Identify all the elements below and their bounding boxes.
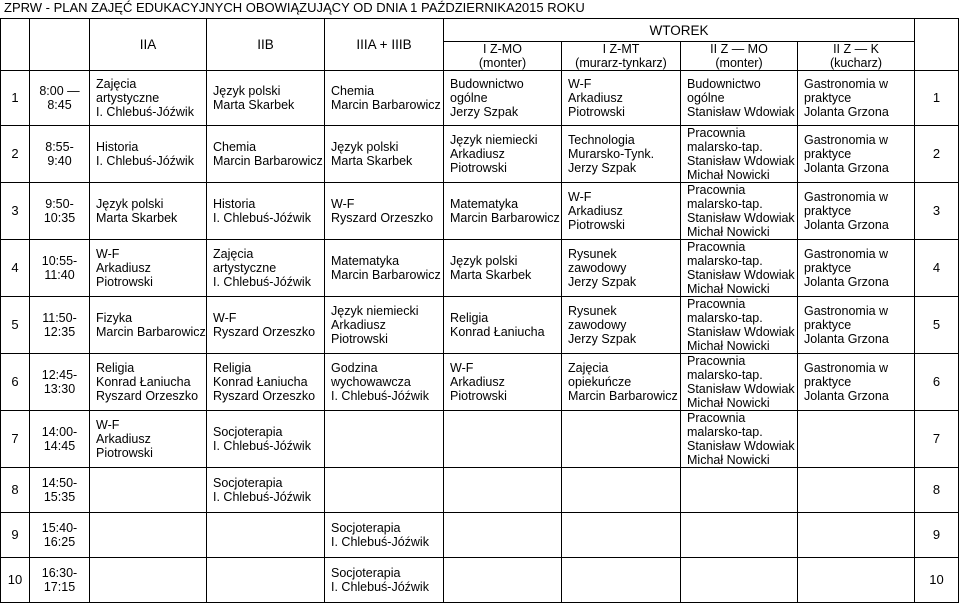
cell-IIZMO <box>681 513 798 558</box>
time-line: 11:50- <box>42 311 77 325</box>
header-IZMT-l2: (murarz-tynkarz) <box>575 56 667 70</box>
lesson-time <box>30 513 90 558</box>
header-IZMO <box>444 42 562 71</box>
cell-IIZK-line: praktyce <box>804 375 852 389</box>
header-IIZK-l1: II Z — K <box>833 42 879 56</box>
cell-IIIA <box>325 183 444 240</box>
time-line: 14:50- <box>41 476 78 490</box>
cell-IIB-line: Ryszard Orzeszko <box>213 325 316 339</box>
cell-IZMO <box>444 71 562 126</box>
header-IIZK <box>798 42 915 71</box>
lesson-number-right: 9 <box>915 513 959 558</box>
cell-IZMT-line: W-F <box>568 77 592 91</box>
cell-IIZMO <box>681 354 798 411</box>
cell-IIIA-line: I. Chlebuś-Jóźwik <box>331 535 429 549</box>
cell-IIB-line: I. Chlebuś-Jóźwik <box>213 211 311 225</box>
cell-IIZMO-line: Pracownia <box>687 240 746 254</box>
cell-IZMO <box>444 354 562 411</box>
lesson-number: 8 <box>1 468 30 513</box>
cell-IIA <box>90 126 207 183</box>
cell-IIIA-line: Język niemiecki <box>331 304 419 318</box>
cell-IIZK-line: Jolanta Grzona <box>804 218 889 232</box>
cell-IIZMO-line: Pracownia <box>687 297 746 311</box>
cell-IIZK <box>798 354 915 411</box>
cell-IIA <box>90 240 207 297</box>
table-row <box>1 411 959 468</box>
cell-IIZK <box>798 558 915 603</box>
time-line: 15:35 <box>43 490 76 504</box>
cell-IIZMO-line: Michał Nowicki <box>687 396 770 410</box>
time-line: 11:40 <box>44 268 75 282</box>
cell-IZMT <box>562 240 681 297</box>
cell-IZMO-line: Arkadiusz <box>450 375 505 389</box>
cell-IIA-line: Piotrowski <box>96 446 153 460</box>
cell-IIZMO-line: ogólne <box>687 91 725 105</box>
cell-IZMO-line: Jerzy Szpak <box>450 105 519 119</box>
time-line: 17:15 <box>43 580 76 594</box>
header-IZMO-l1: I Z-MO <box>483 42 522 56</box>
cell-IIZMO <box>681 468 798 513</box>
lesson-number: 9 <box>1 513 30 558</box>
cell-IIZK <box>798 71 915 126</box>
lesson-time <box>30 558 90 603</box>
header-IIB: IIB <box>207 19 325 71</box>
cell-IIZK-line: Gastronomia w <box>804 133 889 147</box>
cell-IIB-line: Zajęcia <box>213 247 254 261</box>
cell-IZMO <box>444 513 562 558</box>
cell-IIA-line: Zajęcia <box>96 77 137 91</box>
cell-IZMT-line: zawodowy <box>568 318 627 332</box>
cell-IIB <box>207 411 325 468</box>
table-row <box>1 183 959 240</box>
cell-IZMT-line: Murarsko-Tynk. <box>568 147 655 161</box>
cell-IZMT-line: Zajęcia <box>568 361 609 375</box>
cell-IIA-line: Religia <box>96 361 135 375</box>
cell-IZMT <box>562 297 681 354</box>
cell-IIA-line: Fizyka <box>96 311 133 325</box>
cell-IIB <box>207 354 325 411</box>
table-row <box>1 240 959 297</box>
cell-IZMO-line: Budownictwo <box>450 77 524 91</box>
cell-IIZMO-line: Michał Nowicki <box>687 453 770 467</box>
cell-IIA-line: I. Chlebuś-Jóźwik <box>96 154 194 168</box>
cell-IIZMO-line: malarsko-tap. <box>687 311 763 325</box>
cell-IIIA <box>325 558 444 603</box>
cell-IIB-line: Marcin Barbarowicz <box>213 154 323 168</box>
cell-IZMO-line: ogólne <box>450 91 488 105</box>
cell-IZMT <box>562 411 681 468</box>
cell-IZMO-line: W-F <box>450 361 474 375</box>
cell-IZMO-line: Język niemiecki <box>450 133 538 147</box>
cell-IIZMO-line: Pracownia <box>687 183 746 197</box>
cell-IIIA <box>325 411 444 468</box>
cell-IIB-line: Konrad Łaniucha <box>213 375 308 389</box>
time-line: 10:35 <box>43 211 76 225</box>
cell-IIZK <box>798 240 915 297</box>
cell-IZMO-line: Matematyka <box>450 197 519 211</box>
table-row <box>1 513 959 558</box>
cell-IIIA <box>325 513 444 558</box>
header-IZMO-l2: (monter) <box>478 56 527 70</box>
cell-IIIA-line: W-F <box>331 197 355 211</box>
lesson-number: 1 <box>1 71 30 126</box>
cell-IIB-line: W-F <box>213 311 237 325</box>
lesson-time <box>30 240 90 297</box>
cell-IIZK-line: praktyce <box>804 91 852 105</box>
lesson-number: 10 <box>1 558 30 603</box>
cell-IIB <box>207 558 325 603</box>
cell-IIIA-line: Matematyka <box>331 254 400 268</box>
time-line: 16:30- <box>41 566 78 580</box>
cell-IIA-line: artystyczne <box>96 91 160 105</box>
cell-IIIA-line: Marcin Barbarowicz <box>331 268 441 282</box>
cell-IIZMO-line: Stanisław Wdowiak <box>687 154 795 168</box>
cell-IIZK <box>798 126 915 183</box>
corner-num <box>1 19 30 71</box>
lesson-number-right: 8 <box>915 468 959 513</box>
header-IIZMO-l2: (monter) <box>715 56 763 70</box>
schedule-table-container <box>0 18 959 603</box>
cell-IZMT-line: opiekuńcze <box>568 375 632 389</box>
cell-IIZK-line: praktyce <box>804 261 852 275</box>
cell-IZMO <box>444 558 562 603</box>
cell-IZMO-line: Arkadiusz <box>450 147 505 161</box>
lesson-number-right: 1 <box>915 71 959 126</box>
cell-IIIA-line: Język polski <box>331 140 399 154</box>
lesson-number: 3 <box>1 183 30 240</box>
cell-IIZMO-line: Stanisław Wdowiak <box>687 268 795 282</box>
lesson-number: 7 <box>1 411 30 468</box>
lesson-time <box>30 71 90 126</box>
cell-IIA <box>90 411 207 468</box>
cell-IZMO <box>444 297 562 354</box>
lesson-number: 2 <box>1 126 30 183</box>
cell-IIZMO-line: Stanisław Wdowiak <box>687 105 795 119</box>
cell-IIIA-line: wychowawcza <box>331 375 411 389</box>
time-line: 10:55- <box>41 254 78 268</box>
table-row <box>1 468 959 513</box>
cell-IZMT <box>562 71 681 126</box>
cell-IIZK-line: Jolanta Grzona <box>804 389 889 403</box>
header-IIA: IIA <box>90 19 207 71</box>
cell-IIA-line: Arkadiusz <box>96 261 151 275</box>
cell-IIIA-line: Marta Skarbek <box>331 154 413 168</box>
lesson-number: 4 <box>1 240 30 297</box>
time-line: 13:30 <box>43 382 76 396</box>
cell-IIB <box>207 240 325 297</box>
cell-IZMO-line: Marcin Barbarowicz <box>450 211 560 225</box>
cell-IIZMO-line: malarsko-tap. <box>687 425 763 439</box>
cell-IIZMO <box>681 240 798 297</box>
cell-IZMO <box>444 183 562 240</box>
time-line: 14:45 <box>43 439 76 453</box>
cell-IIZMO-line: Michał Nowicki <box>687 168 770 182</box>
cell-IIZMO <box>681 183 798 240</box>
cell-IIIA-line: Socjoterapia <box>331 521 401 535</box>
cell-IIZMO-line: Michał Nowicki <box>687 225 770 239</box>
lesson-time <box>30 126 90 183</box>
cell-IZMO-line: Piotrowski <box>450 389 507 403</box>
lesson-number-right: 7 <box>915 411 959 468</box>
lesson-time <box>30 411 90 468</box>
time-line: 9:50- <box>45 197 74 211</box>
lesson-number-right: 3 <box>915 183 959 240</box>
cell-IZMT-line: Jerzy Szpak <box>568 275 637 289</box>
cell-IZMT-line: Piotrowski <box>568 218 625 232</box>
cell-IIZMO-line: malarsko-tap. <box>687 197 763 211</box>
cell-IZMT-line: Jerzy Szpak <box>568 161 637 175</box>
cell-IZMT <box>562 558 681 603</box>
table-row <box>1 558 959 603</box>
time-line: 9:40 <box>47 154 72 168</box>
cell-IIA <box>90 354 207 411</box>
cell-IZMT <box>562 468 681 513</box>
lesson-time <box>30 354 90 411</box>
cell-IIIA-line: Piotrowski <box>331 332 388 346</box>
cell-IIZK-line: praktyce <box>804 204 852 218</box>
cell-IZMT-line: Marcin Barbarowicz <box>568 389 678 403</box>
lesson-number-right: 10 <box>915 558 959 603</box>
cell-IIZMO <box>681 411 798 468</box>
cell-IIA-line: W-F <box>96 418 120 432</box>
cell-IIA-line: Arkadiusz <box>96 432 151 446</box>
cell-IIB <box>207 297 325 354</box>
cell-IZMT-line: Rysunek <box>568 304 617 318</box>
cell-IIZK-line: Gastronomia w <box>804 247 889 261</box>
time-line: 8:45 <box>47 98 72 112</box>
cell-IIZK-line: Jolanta Grzona <box>804 105 889 119</box>
cell-IIZK <box>798 411 915 468</box>
cell-IIA-line: Historia <box>96 140 139 154</box>
cell-IIIA-line: Arkadiusz <box>331 318 386 332</box>
cell-IIIA <box>325 297 444 354</box>
schedule-table <box>0 18 959 603</box>
cell-IIIA-line: Marcin Barbarowicz <box>331 98 441 112</box>
corner-right <box>915 19 959 71</box>
cell-IZMT <box>562 183 681 240</box>
cell-IIZMO-line: Michał Nowicki <box>687 282 770 296</box>
cell-IIZK <box>798 468 915 513</box>
cell-IIZMO-line: malarsko-tap. <box>687 140 763 154</box>
header-IIZMO <box>681 42 798 71</box>
header-IZMT <box>562 42 681 71</box>
cell-IIB <box>207 126 325 183</box>
time-line: 12:45- <box>41 368 78 382</box>
cell-IZMT-line: Jerzy Szpak <box>568 332 637 346</box>
cell-IIZMO-line: Stanisław Wdowiak <box>687 439 795 453</box>
cell-IZMT-line: W-F <box>568 190 592 204</box>
cell-IIA <box>90 297 207 354</box>
cell-IZMO <box>444 126 562 183</box>
cell-IIIA <box>325 468 444 513</box>
cell-IZMO-line: Marta Skarbek <box>450 268 532 282</box>
cell-IIB <box>207 468 325 513</box>
lesson-number: 5 <box>1 297 30 354</box>
cell-IIZK-line: praktyce <box>804 147 852 161</box>
cell-IIZK-line: Gastronomia w <box>804 77 889 91</box>
cell-IIA-line: Ryszard Orzeszko <box>96 389 199 403</box>
cell-IIIA <box>325 126 444 183</box>
cell-IIZMO <box>681 558 798 603</box>
cell-IIA-line: Język polski <box>96 197 164 211</box>
cell-IIB-line: artystyczne <box>213 261 277 275</box>
cell-IIB-line: Ryszard Orzeszko <box>213 389 316 403</box>
cell-IIA <box>90 468 207 513</box>
cell-IIZMO <box>681 297 798 354</box>
cell-IIIA-line: Godzina <box>331 361 378 375</box>
cell-IIB-line: I. Chlebuś-Jóźwik <box>213 439 311 453</box>
lesson-number-right: 5 <box>915 297 959 354</box>
table-row <box>1 126 959 183</box>
cell-IIZK-line: Jolanta Grzona <box>804 161 889 175</box>
cell-IIIA-line: I. Chlebuś-Jóźwik <box>331 580 429 594</box>
cell-IIZMO-line: Pracownia <box>687 354 746 368</box>
cell-IIZMO-line: Stanisław Wdowiak <box>687 382 795 396</box>
cell-IIZMO-line: malarsko-tap. <box>687 368 763 382</box>
cell-IZMT-line: Arkadiusz <box>568 91 623 105</box>
cell-IZMT <box>562 354 681 411</box>
lesson-number: 6 <box>1 354 30 411</box>
cell-IIB-line: Historia <box>213 197 256 211</box>
cell-IIB <box>207 513 325 558</box>
lesson-number-right: 2 <box>915 126 959 183</box>
cell-IIB-line: Język polski <box>213 84 281 98</box>
cell-IZMO-line: Język polski <box>450 254 518 268</box>
cell-IIZMO-line: Pracownia <box>687 411 746 425</box>
lesson-number-right: 6 <box>915 354 959 411</box>
cell-IZMT <box>562 126 681 183</box>
cell-IIA <box>90 513 207 558</box>
time-line: 16:25 <box>43 535 76 549</box>
cell-IZMO <box>444 240 562 297</box>
header-IIZK-l2: (kucharz) <box>829 56 883 70</box>
table-row <box>1 297 959 354</box>
cell-IZMT-line: Piotrowski <box>568 105 625 119</box>
header-IIZMO-l1: II Z — MO <box>710 42 768 56</box>
cell-IIA-line: Marcin Barbarowicz <box>96 325 206 339</box>
cell-IIIA-line: Ryszard Orzeszko <box>331 211 434 225</box>
cell-IIB-line: Socjoterapia <box>213 425 283 439</box>
day-header: WTOREK <box>444 19 915 42</box>
cell-IIZMO <box>681 126 798 183</box>
cell-IIB-line: Chemia <box>213 140 257 154</box>
cell-IIA-line: Konrad Łaniucha <box>96 375 191 389</box>
cell-IIB <box>207 183 325 240</box>
lesson-time <box>30 468 90 513</box>
cell-IIZK <box>798 297 915 354</box>
lesson-number-right: 4 <box>915 240 959 297</box>
table-row <box>1 354 959 411</box>
cell-IZMO-line: Piotrowski <box>450 161 507 175</box>
cell-IIA <box>90 183 207 240</box>
header-IIIA: IIIA + IIIB <box>325 19 444 71</box>
cell-IIA-line: W-F <box>96 247 120 261</box>
cell-IZMT <box>562 513 681 558</box>
cell-IZMT-line: zawodowy <box>568 261 627 275</box>
cell-IIZK <box>798 183 915 240</box>
cell-IZMT-line: Rysunek <box>568 247 617 261</box>
cell-IIZK-line: Gastronomia w <box>804 190 889 204</box>
cell-IIZK <box>798 513 915 558</box>
header-IZMT-l1: I Z-MT <box>602 42 640 56</box>
cell-IIZMO-line: Budownictwo <box>687 77 761 91</box>
cell-IIZMO <box>681 71 798 126</box>
cell-IIIA <box>325 240 444 297</box>
cell-IIIA <box>325 354 444 411</box>
cell-IZMO <box>444 411 562 468</box>
lesson-time <box>30 183 90 240</box>
cell-IIIA-line: I. Chlebuś-Jóźwik <box>331 389 429 403</box>
cell-IIZMO-line: Michał Nowicki <box>687 339 770 353</box>
time-line: 14:00- <box>41 425 78 439</box>
page-title: ZPRW - PLAN ZAJĘĆ EDUKACYJNYCH OBOWIĄZUJĄCY OD DNIA 1 PAŹDZIERNIKA2015 ROKU <box>4 0 585 15</box>
cell-IIA <box>90 558 207 603</box>
time-line: 8:55- <box>45 140 74 154</box>
cell-IIZMO-line: malarsko-tap. <box>687 254 763 268</box>
cell-IIA-line: Piotrowski <box>96 275 153 289</box>
cell-IIB-line: I. Chlebuś-Jóźwik <box>213 275 311 289</box>
time-line: 12:35 <box>43 325 76 339</box>
cell-IIZK-line: praktyce <box>804 318 852 332</box>
cell-IZMT-line: Technologia <box>568 133 635 147</box>
cell-IIIA-line: Socjoterapia <box>331 566 401 580</box>
cell-IIA <box>90 71 207 126</box>
cell-IIZK-line: Jolanta Grzona <box>804 332 889 346</box>
cell-IIB-line: Religia <box>213 361 252 375</box>
cell-IZMO-line: Konrad Łaniucha <box>450 325 545 339</box>
cell-IIIA <box>325 71 444 126</box>
cell-IIB-line: I. Chlebuś-Jóźwik <box>213 490 311 504</box>
cell-IIZK-line: Gastronomia w <box>804 361 889 375</box>
cell-IIZK-line: Gastronomia w <box>804 304 889 318</box>
time-line: 15:40- <box>41 521 78 535</box>
cell-IIIA-line: Chemia <box>331 84 375 98</box>
cell-IZMO-line: Religia <box>450 311 489 325</box>
time-line: 8:00 — <box>39 84 80 98</box>
cell-IIZMO-line: Pracownia <box>687 126 746 140</box>
schedule-body <box>1 71 959 603</box>
lesson-time <box>30 297 90 354</box>
cell-IIB <box>207 71 325 126</box>
corner-time <box>30 19 90 71</box>
cell-IIB-line: Socjoterapia <box>213 476 283 490</box>
cell-IIZMO-line: Stanisław Wdowiak <box>687 325 795 339</box>
cell-IIB-line: Marta Skarbek <box>213 98 295 112</box>
cell-IIZK-line: Jolanta Grzona <box>804 275 889 289</box>
cell-IIA-line: I. Chlebuś-Jóźwik <box>96 105 194 119</box>
cell-IIA-line: Marta Skarbek <box>96 211 178 225</box>
cell-IIZMO-line: Stanisław Wdowiak <box>687 211 795 225</box>
cell-IZMO <box>444 468 562 513</box>
table-row <box>1 71 959 126</box>
cell-IZMT-line: Arkadiusz <box>568 204 623 218</box>
